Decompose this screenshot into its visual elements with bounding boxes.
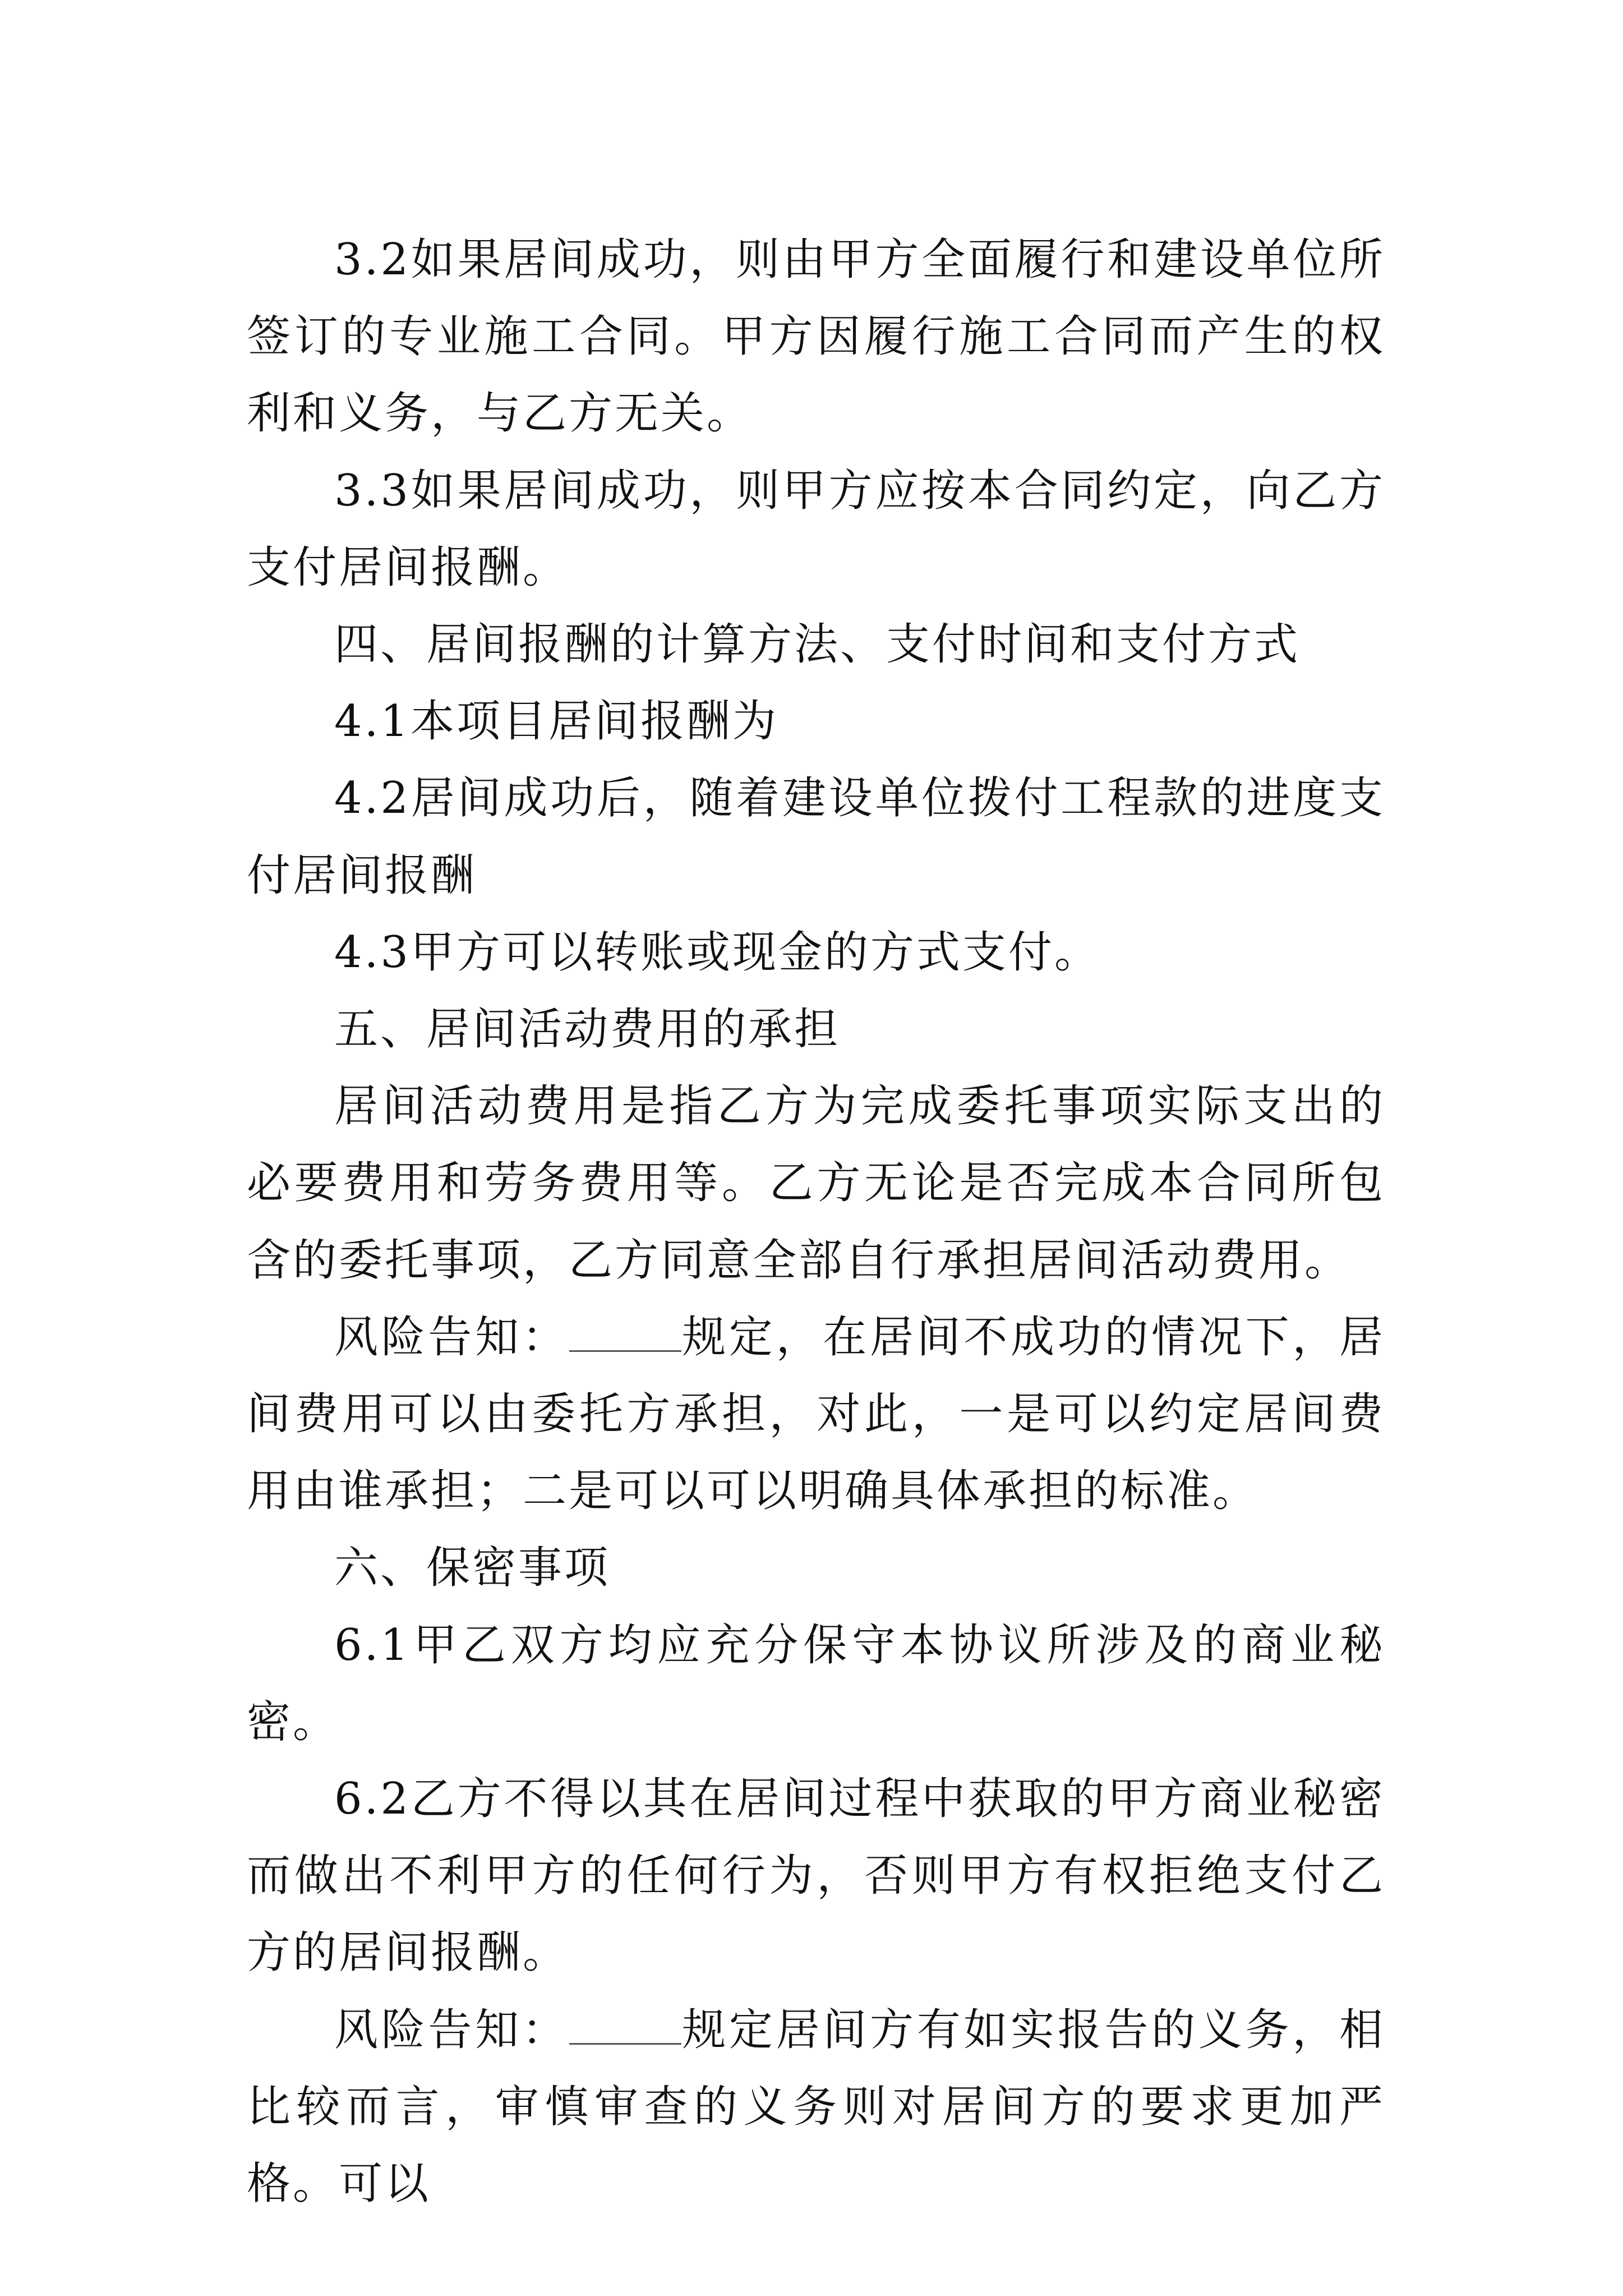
- risk-notice-1-prefix: 风险告知：: [334, 1312, 569, 1363]
- clause-4-2: 4.2居间成功后，随着建设单位拨付工程款的进度支付居间报酬: [247, 773, 1385, 901]
- clause-3-3: 3.3如果居间成功，则甲方应按本合同约定，向乙方支付居间报酬。: [247, 465, 1385, 593]
- clause-5-body: 居间活动费用是指乙方为完成委托事项实际支出的必要费用和劳务费用等。乙方无论是否完成本合同所包含的委托事项，乙方同意全部自行承担居间活动费用。: [247, 1081, 1385, 1286]
- clause-6-2: 6.2乙方不得以其在居间过程中获取的甲方商业秘密而做出不利甲方的任何行为，否则甲方有权拒绝支付乙方的居间报酬。: [247, 1774, 1385, 1978]
- clause-4-3: 4.3甲方可以转账或现金的方式支付。: [334, 927, 1101, 978]
- document-body: [247, 222, 1385, 2223]
- section-heading-4: 四、居间报酬的计算方法、支付时间和支付方式: [334, 619, 1301, 670]
- risk-notice-1: [247, 1299, 1385, 1530]
- clause-4-1: 4.1本项目居间报酬为: [334, 696, 779, 747]
- clause-6-1: 6.1甲乙双方均应充分保守本协议所涉及的商业秘密。: [247, 1619, 1385, 1747]
- risk-notice-2-blank: [569, 2009, 681, 2045]
- section-heading-5: 五、居间活动费用的承担: [334, 1004, 841, 1055]
- section-heading-6: 六、保密事项: [334, 1543, 611, 1594]
- risk-notice-2: [247, 1992, 1385, 2223]
- risk-notice-1-blank: [569, 1317, 681, 1352]
- risk-notice-2-prefix: 风险告知：: [334, 2004, 569, 2055]
- risk-notice-1-text: 规定，在居间不成功的情况下，居间费用可以由委托方承担，对此，一是可以约定居间费用由谁承担；二是可以可以明确具体承担的标准。: [247, 1312, 1385, 1517]
- clause-3-2: 3.2如果居间成功，则由甲方全面履行和建设单位所签订的专业施工合同。甲方因履行施工合同而产生的权利和义务，与乙方无关。: [247, 234, 1385, 439]
- risk-notice-2-text: 规定居间方有如实报告的义务，相比较而言，审慎审查的义务则对居间方的要求更加严格。可以: [247, 2004, 1385, 2210]
